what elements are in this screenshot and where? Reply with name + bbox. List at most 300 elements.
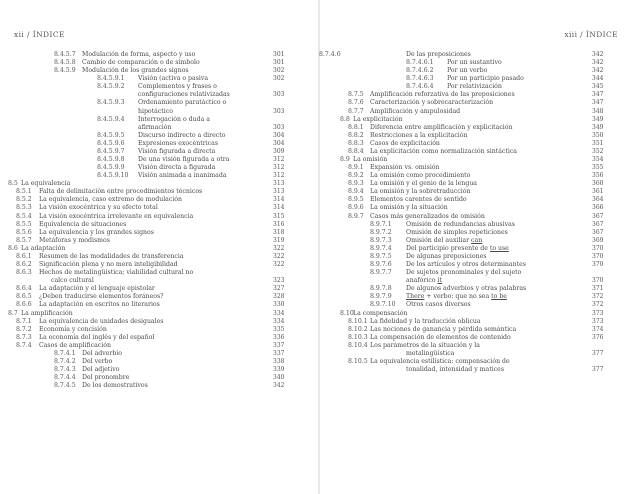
left-page-header: xii / ÍNDICE <box>14 30 65 39</box>
page-number: 328 <box>273 293 285 301</box>
toc-entry <box>0 253 319 261</box>
page-number: 350 <box>592 131 604 139</box>
section-number: 8.7.2 <box>16 325 32 333</box>
section-title <box>39 269 193 277</box>
toc-entry <box>0 124 319 132</box>
section-title-text: Modulación de forma, aspecto y uso <box>82 51 196 58</box>
toc-entry <box>0 172 319 180</box>
toc-entry <box>319 293 638 301</box>
section-number: 8.4.5.9.2 <box>97 83 125 91</box>
section-number: 8.4.5.9.10 <box>97 172 129 180</box>
page-number: 301 <box>273 51 285 58</box>
underlined-term: it <box>437 277 442 285</box>
toc-entry <box>319 310 638 318</box>
section-title-text: Visión animada a inanimada <box>138 172 227 180</box>
section-title <box>370 196 467 204</box>
page-number: 370 <box>592 252 604 260</box>
underlined-term: can <box>471 236 483 244</box>
section-title-text: Casos de explicitación <box>370 139 440 147</box>
section-title-text: La omisión como procedimiento <box>370 172 471 180</box>
section-number: 8.7.4.2 <box>54 357 76 365</box>
page-number: 348 <box>592 107 604 115</box>
section-title <box>370 132 467 140</box>
section-number: 8.9.3 <box>348 180 364 188</box>
page-number: 367 <box>592 220 604 228</box>
toc-entry <box>0 342 319 350</box>
toc-entry <box>319 253 638 261</box>
page-number: 313 <box>273 188 285 196</box>
section-title <box>406 269 521 277</box>
section-title-text: Metáforas y modismos <box>39 236 110 244</box>
section-title-text: Del verbo <box>82 357 113 365</box>
section-title <box>82 350 122 358</box>
section-title-text: La omisión y el genio de la lengua <box>370 180 478 188</box>
toc-entry <box>319 334 638 342</box>
section-number: 8.9.7.10 <box>370 301 396 309</box>
section-title <box>406 293 507 301</box>
toc-entry <box>0 229 319 237</box>
section-number: 8.4.5.9.7 <box>97 147 125 155</box>
section-title-text: Interrogación o duda a <box>138 115 210 123</box>
section-number: 8.6.4 <box>16 285 32 293</box>
section-title <box>370 213 485 221</box>
section-number: 8.8.3 <box>348 139 364 147</box>
toc-entry <box>319 221 638 229</box>
page-number: 351 <box>592 139 604 147</box>
section-title <box>370 318 481 326</box>
toc-entry <box>0 180 319 188</box>
toc-entry <box>319 229 638 237</box>
section-title <box>138 83 217 91</box>
section-title <box>138 148 215 156</box>
section-title <box>370 204 448 212</box>
page-number: 327 <box>273 285 285 293</box>
toc-entry <box>0 75 319 83</box>
section-title <box>39 253 184 261</box>
section-title <box>406 285 526 293</box>
section-title <box>82 67 189 75</box>
page-number: 309 <box>273 147 285 155</box>
section-title-text: La amplificación <box>21 309 73 317</box>
page-number: 322 <box>273 261 285 269</box>
toc-entry <box>319 148 638 156</box>
section-title <box>39 326 107 334</box>
section-title <box>447 83 502 91</box>
underlined-term: to use <box>489 244 509 252</box>
section-number: 8.4.5.9.3 <box>97 99 125 107</box>
section-number: 8.7 <box>8 309 18 317</box>
page-number: 315 <box>273 212 285 220</box>
section-title <box>370 148 517 156</box>
section-title-text: Por un sustantivo <box>447 59 502 67</box>
section-title-text: La adaptación <box>21 244 66 252</box>
page-number: 338 <box>273 357 285 365</box>
page-number: 334 <box>273 309 285 317</box>
section-number: 8.7.4 <box>16 341 32 349</box>
toc-entry <box>319 245 638 253</box>
section-title-text: De una visión figurada a otra <box>138 156 230 164</box>
section-title-text: Por un verbo <box>447 67 488 75</box>
toc-entry <box>0 261 319 269</box>
section-number: 8.6.6 <box>16 301 32 309</box>
page-number: 374 <box>592 325 604 333</box>
section-title-text: La adaptación y el lenguaje epistolar <box>39 285 155 293</box>
section-title <box>82 366 120 374</box>
toc-entry <box>0 91 319 99</box>
section-title <box>39 285 155 293</box>
underlined-term: There <box>406 293 425 301</box>
toc-entry <box>0 310 319 318</box>
section-number: 8.5.5 <box>16 220 32 228</box>
section-title <box>39 229 154 237</box>
section-title-text: Del adverbio <box>82 349 122 357</box>
toc-entry <box>319 301 638 309</box>
section-title-text: Hechos de metalingüística; viabilidad cultural no <box>39 269 194 277</box>
section-title <box>39 342 111 350</box>
page-number: 322 <box>273 244 285 252</box>
section-number: 8.7.4.6.2 <box>406 67 434 75</box>
page-number: 314 <box>273 196 285 204</box>
section-title-text: Las nociones de ganancia y pérdida semántica <box>370 325 517 333</box>
section-number: 8.10.2 <box>348 325 368 333</box>
section-number: 8.10 <box>340 309 354 317</box>
toc-entry <box>319 326 638 334</box>
section-title-text: Del participio presente de <box>406 244 488 252</box>
toc-entry <box>319 269 638 277</box>
section-number: 8.4.5.9.9 <box>97 164 125 172</box>
section-title <box>353 310 407 318</box>
toc-entry <box>319 83 638 91</box>
page-number: 301 <box>273 59 285 67</box>
page-number: 377 <box>592 366 604 374</box>
section-title-text: Resumen de las modalidades de transferencia <box>39 252 184 260</box>
right-page-header: xiii / ÍNDICE <box>564 30 618 39</box>
section-number: 8.9.5 <box>348 196 364 204</box>
section-title-text: La equivalencia <box>21 180 71 188</box>
section-number: 8.10.3 <box>348 333 368 341</box>
section-title <box>82 51 195 59</box>
toc-entry <box>0 213 319 221</box>
section-title <box>370 108 460 116</box>
section-title <box>39 237 110 245</box>
toc-entry <box>0 51 319 59</box>
section-title-text: Visión (activa o pasiva <box>138 75 209 83</box>
page-number: 312 <box>273 164 285 172</box>
section-title <box>406 366 504 374</box>
page-number: 318 <box>273 228 285 236</box>
section-title <box>353 116 403 124</box>
toc-entry <box>0 285 319 293</box>
toc-entry <box>319 140 638 148</box>
section-title-text: La visión exocéntrica y su efecto total <box>39 204 158 212</box>
toc-entry <box>319 108 638 116</box>
toc-entry <box>319 213 638 221</box>
page-number: 342 <box>592 67 604 75</box>
section-title <box>406 221 515 229</box>
page-number: 345 <box>592 83 604 91</box>
toc-entry <box>319 124 638 132</box>
section-number: 8.7.4.6 <box>319 51 341 58</box>
section-title-text: La compensación <box>353 309 408 317</box>
page-number: 339 <box>273 366 285 374</box>
section-title-text: De algunas preposiciones <box>406 252 487 260</box>
section-title <box>138 116 210 124</box>
section-title <box>406 51 471 59</box>
section-title <box>138 164 215 172</box>
toc-entry <box>0 83 319 91</box>
section-number: 8.7.7 <box>348 107 364 115</box>
toc-entry <box>319 156 638 164</box>
section-title <box>406 229 508 237</box>
toc-entry <box>0 245 319 253</box>
section-number: 8.4.5.9 <box>54 67 76 75</box>
section-title-text: + verbo: que no sea <box>426 293 490 301</box>
toc-entry <box>0 237 319 245</box>
page-number: 370 <box>592 277 604 285</box>
section-title <box>370 342 480 350</box>
page-number: 372 <box>592 301 604 309</box>
section-title <box>39 261 178 269</box>
section-number: 8.4.5.9.6 <box>97 139 125 147</box>
page-number: 367 <box>592 212 604 220</box>
toc-entry <box>319 366 638 374</box>
section-title-text: Del adjetivo <box>82 366 120 374</box>
page-number: 377 <box>592 349 604 357</box>
section-title <box>370 164 440 172</box>
section-number: 8.6.5 <box>16 293 32 301</box>
page-number: 303 <box>273 123 285 131</box>
section-number: 8.7.4.6.1 <box>406 59 434 67</box>
section-title <box>447 59 502 67</box>
toc-entry <box>0 148 319 156</box>
section-title <box>406 245 509 253</box>
section-number: 8.10.5 <box>348 357 368 365</box>
page-number: 304 <box>273 131 285 139</box>
section-number: 8.5.4 <box>16 212 32 220</box>
section-number: 8.7.4.6.3 <box>406 75 434 83</box>
section-title-text: configuraciones relativizadas <box>138 91 230 99</box>
section-number: 8.7.5 <box>348 91 364 99</box>
toc-entry <box>319 164 638 172</box>
toc-entry <box>319 261 638 269</box>
toc-entry <box>319 342 638 350</box>
section-title <box>39 196 182 204</box>
underlined-term: to be <box>491 293 507 301</box>
page-number: 334 <box>273 317 285 325</box>
section-title <box>138 108 173 116</box>
toc-entry <box>0 188 319 196</box>
section-title-text: Visión figurada a directa <box>138 147 216 155</box>
toc-entry <box>319 67 638 75</box>
toc-entry <box>319 132 638 140</box>
section-title <box>370 140 440 148</box>
toc-entry <box>319 318 638 326</box>
toc-entry <box>0 164 319 172</box>
left-toc-list <box>0 51 319 390</box>
section-title <box>406 253 486 261</box>
section-number: 8.4.5.9.4 <box>97 115 125 123</box>
right-page <box>319 0 638 494</box>
section-title-text: Caracterización y sobrecaracterización <box>370 99 494 107</box>
toc-entry <box>0 382 319 390</box>
page-number: 313 <box>273 180 285 188</box>
section-number: 8.8.4 <box>348 147 364 155</box>
section-title-text: Amplificación y ampulosidad <box>370 107 461 115</box>
section-title-text: Diferencia entre amplificación y explicitación <box>370 123 513 131</box>
section-number: 8.9 <box>340 156 350 164</box>
section-number: 8.4.5.9.1 <box>97 75 125 83</box>
section-number: 8.4.5.9.5 <box>97 131 125 139</box>
section-title <box>370 188 470 196</box>
toc-entry <box>319 91 638 99</box>
section-number: 8.9.7.7 <box>370 269 392 277</box>
toc-entry <box>319 285 638 293</box>
section-number: 8.5.2 <box>16 196 32 204</box>
section-title <box>138 132 225 140</box>
section-title-text: Expansión vs. omisión <box>370 164 440 172</box>
toc-entry <box>0 293 319 301</box>
section-title-text: La equivalencia, caso extremo de modulación <box>39 196 183 204</box>
page-number: 337 <box>273 341 285 349</box>
section-title <box>370 180 477 188</box>
toc-entry <box>0 221 319 229</box>
section-title-text: Visión directa a figurada <box>138 164 216 172</box>
section-title-text: La equivalencia y los grandes signos <box>39 228 154 236</box>
toc-entry <box>0 132 319 140</box>
page-number: 335 <box>273 325 285 333</box>
section-number: 8.5.6 <box>16 228 32 236</box>
toc-entry <box>319 196 638 204</box>
section-number: 8.9.7.3 <box>370 236 392 244</box>
section-title-text: Restricciones a la explicitación <box>370 131 468 139</box>
page-number: 347 <box>592 91 604 99</box>
section-number: 8.9.7.2 <box>370 228 392 236</box>
page-number: 371 <box>592 285 604 293</box>
section-title <box>21 310 73 318</box>
page-number: 373 <box>592 309 604 317</box>
page-number: 304 <box>273 139 285 147</box>
page-number: 336 <box>273 333 285 341</box>
section-title <box>370 91 515 99</box>
section-number: 8.4.5.7 <box>54 51 76 58</box>
section-number: 8.10.1 <box>348 317 368 325</box>
toc-entry <box>319 59 638 67</box>
section-title-text: Significación plena y no mera inteligibilidad <box>39 261 178 269</box>
section-number: 8.9.7.8 <box>370 285 392 293</box>
section-title-text: La equivalencia de unidades desiguales <box>39 317 164 325</box>
page-number: 349 <box>592 115 604 123</box>
section-title <box>138 156 229 164</box>
section-title <box>82 374 129 382</box>
toc-entry <box>0 140 319 148</box>
right-toc-list <box>319 51 638 374</box>
section-number: 8.7.3 <box>16 333 32 341</box>
section-number: 8.9.4 <box>348 188 364 196</box>
toc-entry <box>0 99 319 107</box>
section-title-text: Casos de amplificación <box>39 341 111 349</box>
section-number: 8.9.7.9 <box>370 293 392 301</box>
section-title <box>406 301 471 309</box>
section-number: 8.9.7.6 <box>370 261 392 269</box>
section-number: 8.9.6 <box>348 204 364 212</box>
page-number: 373 <box>592 317 604 325</box>
page-number: 303 <box>273 107 285 115</box>
section-title-text: De las preposiciones <box>406 51 471 58</box>
section-title <box>138 172 226 180</box>
page-number: 372 <box>592 293 604 301</box>
page-number: 370 <box>592 244 604 252</box>
section-number: 8.9.7.1 <box>370 220 392 228</box>
toc-entry <box>319 358 638 366</box>
toc-entry <box>0 366 319 374</box>
page-number: 312 <box>273 156 285 164</box>
section-title <box>51 277 94 285</box>
section-number: 8.9.1 <box>348 164 364 172</box>
section-title <box>138 91 230 99</box>
section-title-text: Amplificación reforzativa de las preposiciones <box>370 91 515 99</box>
page-number: 344 <box>592 75 604 83</box>
section-title-text: Elementos carentes de sentido <box>370 196 467 204</box>
toc-entry <box>0 301 319 309</box>
page-number: 330 <box>273 301 285 309</box>
section-number: 8.7.6 <box>348 99 364 107</box>
section-title-text: La equivalencia estilística: compensación de <box>370 357 510 365</box>
section-number: 8.4.5.8 <box>54 59 76 67</box>
section-number: 8.10.4 <box>348 341 368 349</box>
section-title-text: De sujetos pronominales y del sujeto <box>406 269 522 277</box>
section-title <box>447 75 524 83</box>
section-title-text: afirmación <box>138 123 172 131</box>
toc-entry <box>0 59 319 67</box>
toc-entry <box>319 237 638 245</box>
section-title <box>82 358 112 366</box>
section-title <box>406 350 454 358</box>
section-title <box>138 140 218 148</box>
section-title-text: La fidelidad y la traducción oblicua <box>370 317 481 325</box>
section-title <box>406 237 482 245</box>
toc-entry <box>319 51 638 59</box>
section-title <box>370 99 493 107</box>
section-title-text: La explicitación <box>353 115 403 123</box>
page-number: 360 <box>592 180 604 188</box>
page-number: 347 <box>592 99 604 107</box>
section-title <box>39 334 154 342</box>
section-title-text: Omisión de redundancias abusivas <box>406 220 515 228</box>
page-number: 314 <box>273 204 285 212</box>
toc-entry <box>0 318 319 326</box>
section-title-text: calco cultural <box>51 277 94 285</box>
toc-entry <box>319 99 638 107</box>
toc-entry <box>0 358 319 366</box>
section-title <box>82 59 200 67</box>
section-title-text: Omisión de simples repeticiones <box>406 228 508 236</box>
page-number: 312 <box>273 172 285 180</box>
section-number: 8.6 <box>8 244 18 252</box>
section-number: 8.7.4.3 <box>54 366 76 374</box>
section-title <box>39 213 193 221</box>
page-number: 340 <box>273 374 285 382</box>
toc-entry <box>0 196 319 204</box>
section-title-text: De los demostrativos <box>82 382 148 390</box>
page-number: 370 <box>592 261 604 269</box>
section-title <box>39 204 158 212</box>
page-number: 361 <box>592 188 604 196</box>
page-number: 352 <box>592 147 604 155</box>
section-number: 8.5 <box>8 180 18 188</box>
section-title <box>21 245 65 253</box>
section-title-text: metalingüística <box>406 349 455 357</box>
page-number: 376 <box>592 333 604 341</box>
